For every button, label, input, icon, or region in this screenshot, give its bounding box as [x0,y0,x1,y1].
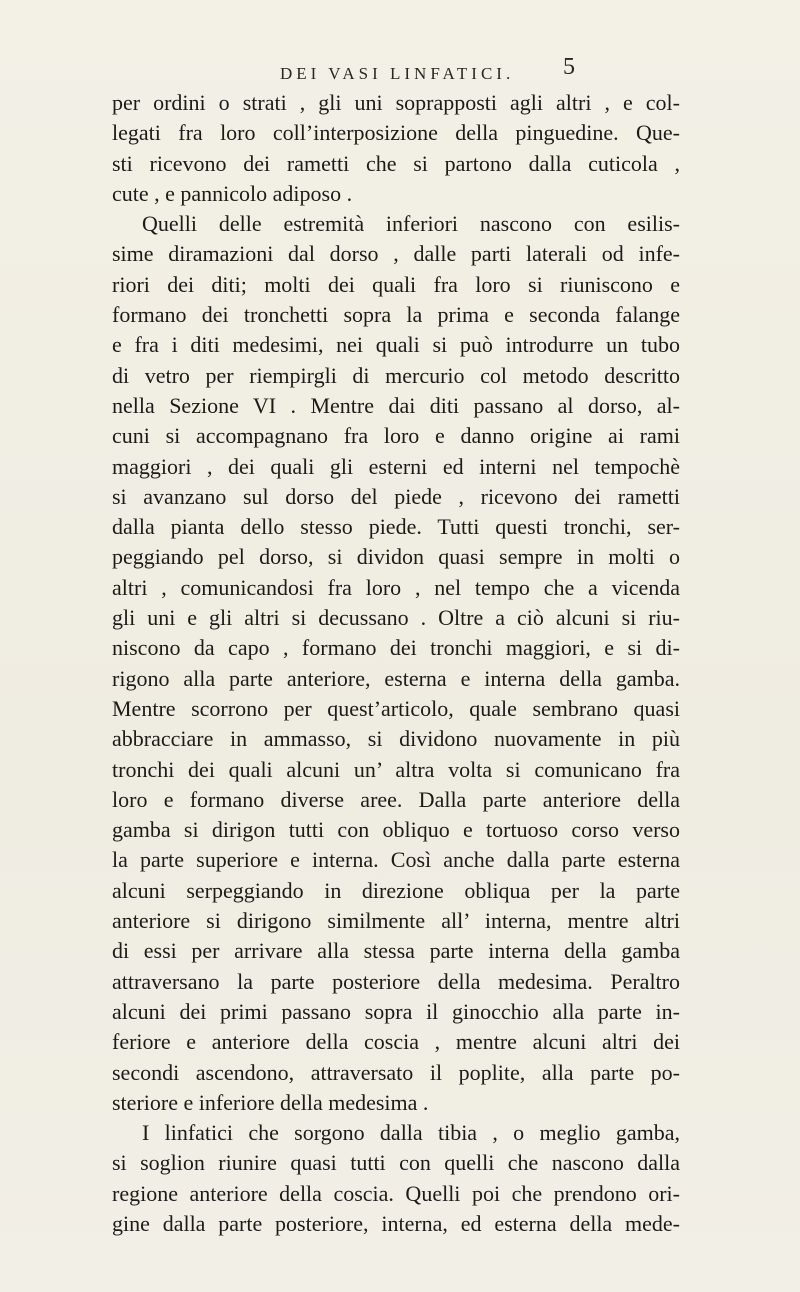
text-line: niscono da capo , formano dei tronchi maggiori, e si di- [112,635,680,661]
text-line: tronchi dei quali alcuni un’ altra volta si comunicano fra [112,756,680,782]
text-line: alcuni serpeggiando in direzione obliqua per la parte [112,877,680,903]
text-line: gli uni e gli altri si decussano . Oltre a ciò alcuni si riu- [112,605,680,631]
text-line: gamba si dirigon tutti con obliquo e tortuoso corso verso [112,817,680,843]
text-line: peggiando pel dorso, si dividon quasi sempre in molti o [112,544,680,570]
text-line: Mentre scorrono per quest’articolo, quale sembrano quasi [112,695,680,721]
text-line: si avanzano sul dorso del piede , ricevono dei rametti [112,483,680,509]
text-line: riori dei diti; molti dei quali fra loro si riuniscono e [112,271,680,297]
text-line: per ordini o strati , gli uni soprapposti agli altri , e col- [112,90,680,115]
text-line: anteriore si dirigono similmente all’ interna, mentre altri [112,908,680,934]
text-line: formano dei tronchetti sopra la prima e seconda falange [112,302,680,328]
running-head-title: DEI VASI LINFATICI. [280,64,515,83]
text-line: si soglion riunire quasi tutti con quelli che nascono dalla [112,1150,680,1176]
text-line: cuni si accompagnano fra loro e danno origine ai rami [112,423,680,449]
page-number: 5 [563,54,575,80]
text-line: regione anteriore della coscia. Quelli poi che prendono ori- [112,1180,680,1206]
text-line: Quelli delle estremità inferiori nascono con esilis- [142,211,680,237]
text-line: loro e formano diverse aree. Dalla parte anteriore della [112,786,680,812]
text-line: di essi per arrivare alla stessa parte interna della gamba [112,938,680,964]
text-line: sti ricevono dei rametti che si partono dalla cuticola , [112,150,680,176]
text-line: legati fra loro coll’interposizione della pinguedine. Que- [112,120,680,146]
text-line: nella Sezione VI . Mentre dai diti passano al dorso, al- [112,392,680,418]
text-line: alcuni dei primi passano sopra il ginocchio alla parte in- [112,998,680,1024]
text-line: attraversano la parte posteriore della medesima. Peraltro [112,968,680,994]
text-line: e fra i diti medesimi, nei quali si può introdurre un tubo [112,332,680,358]
text-line: di vetro per riempirgli di mercurio col metodo descritto [112,362,680,388]
text-line: altri , comunicandosi fra loro , nel tempo che a vicenda [112,574,680,600]
text-line: abbracciare in ammasso, si dividono nuovamente in più [112,726,680,752]
text-line: sime diramazioni dal dorso , dalle parti laterali od infe- [112,241,680,267]
text-line: secondi ascendono, attraversato il poplite, alla parte po- [112,1059,680,1085]
text-line: maggiori , dei quali gli esterni ed interni nel tempochè [112,453,680,479]
text-line: rigono alla parte anteriore, esterna e interna della gamba. [112,665,680,691]
body-text [112,88,680,1239]
text-line: feriore e anteriore della coscia , mentre alcuni altri dei [112,1029,680,1055]
text-line: I linfatici che sorgono dalla tibia , o meglio gamba, [142,1120,680,1146]
text-line: cute , e pannicolo adiposo . [112,180,353,206]
text-line: steriore e inferiore della medesima . [112,1089,429,1115]
text-line: gine dalla parte posteriore, interna, ed esterna della mede- [112,1210,680,1236]
text-line: la parte superiore e interna. Così anche dalla parte esterna [112,847,680,873]
text-line: dalla pianta dello stesso piede. Tutti questi tronchi, ser- [112,514,680,540]
